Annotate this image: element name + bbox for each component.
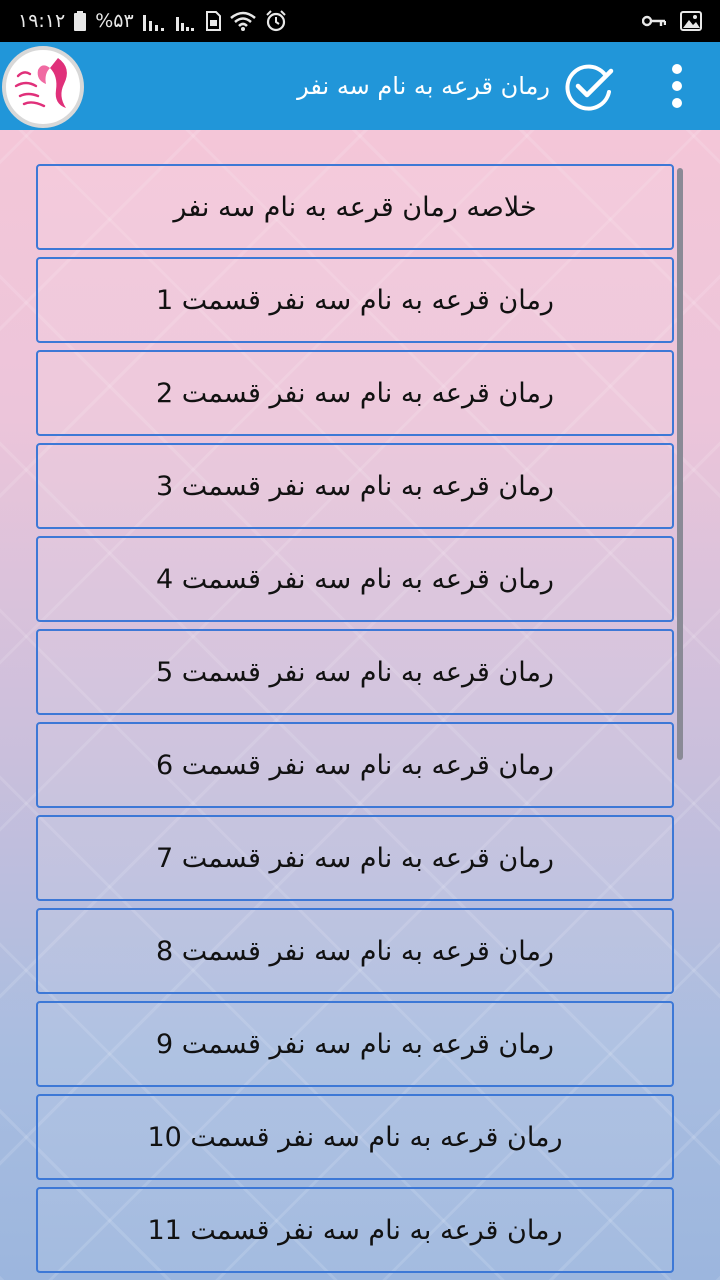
list-item-part-10[interactable]: رمان قرعه به نام سه نفر قسمت 10 <box>36 1094 674 1180</box>
scrollbar[interactable] <box>677 168 683 760</box>
key-icon <box>642 14 666 28</box>
list-item-part-7[interactable]: رمان قرعه به نام سه نفر قسمت 7 <box>36 815 674 901</box>
battery-percent: %۵۳ <box>95 10 134 32</box>
battery-icon <box>74 11 86 31</box>
status-right <box>642 0 702 42</box>
status-time: ۱۹:۱۲ <box>18 10 66 32</box>
app-title: رمان قرعه به نام سه نفر <box>297 72 550 100</box>
list-item-part-8[interactable]: رمان قرعه به نام سه نفر قسمت 8 <box>36 908 674 994</box>
check-circle-icon[interactable] <box>562 62 616 112</box>
list-item-part-4[interactable]: رمان قرعه به نام سه نفر قسمت 4 <box>36 536 674 622</box>
status-left <box>18 0 287 42</box>
list-item-summary[interactable]: خلاصه رمان قرعه به نام سه نفر <box>36 164 674 250</box>
list-item-part-11[interactable]: رمان قرعه به نام سه نفر قسمت 11 <box>36 1187 674 1273</box>
content-area <box>0 130 720 1280</box>
status-bar <box>0 0 720 42</box>
image-icon <box>680 11 702 31</box>
list-item-part-3[interactable]: رمان قرعه به نام سه نفر قسمت 3 <box>36 443 674 529</box>
app-bar <box>0 42 720 130</box>
alarm-icon <box>265 10 287 32</box>
app-logo[interactable] <box>2 46 84 128</box>
list-item-part-1[interactable]: رمان قرعه به نام سه نفر قسمت 1 <box>36 257 674 343</box>
sim-icon <box>205 11 221 31</box>
list-item-part-9[interactable]: رمان قرعه به نام سه نفر قسمت 9 <box>36 1001 674 1087</box>
list-item-part-5[interactable]: رمان قرعه به نام سه نفر قسمت 5 <box>36 629 674 715</box>
list-item-part-2[interactable]: رمان قرعه به نام سه نفر قسمت 2 <box>36 350 674 436</box>
list-item-part-6[interactable]: رمان قرعه به نام سه نفر قسمت 6 <box>36 722 674 808</box>
signal-icon <box>176 11 196 31</box>
signal-icon <box>143 11 167 31</box>
wifi-icon <box>230 11 256 31</box>
chapter-list <box>36 164 674 1280</box>
more-vert-icon[interactable] <box>660 60 694 112</box>
